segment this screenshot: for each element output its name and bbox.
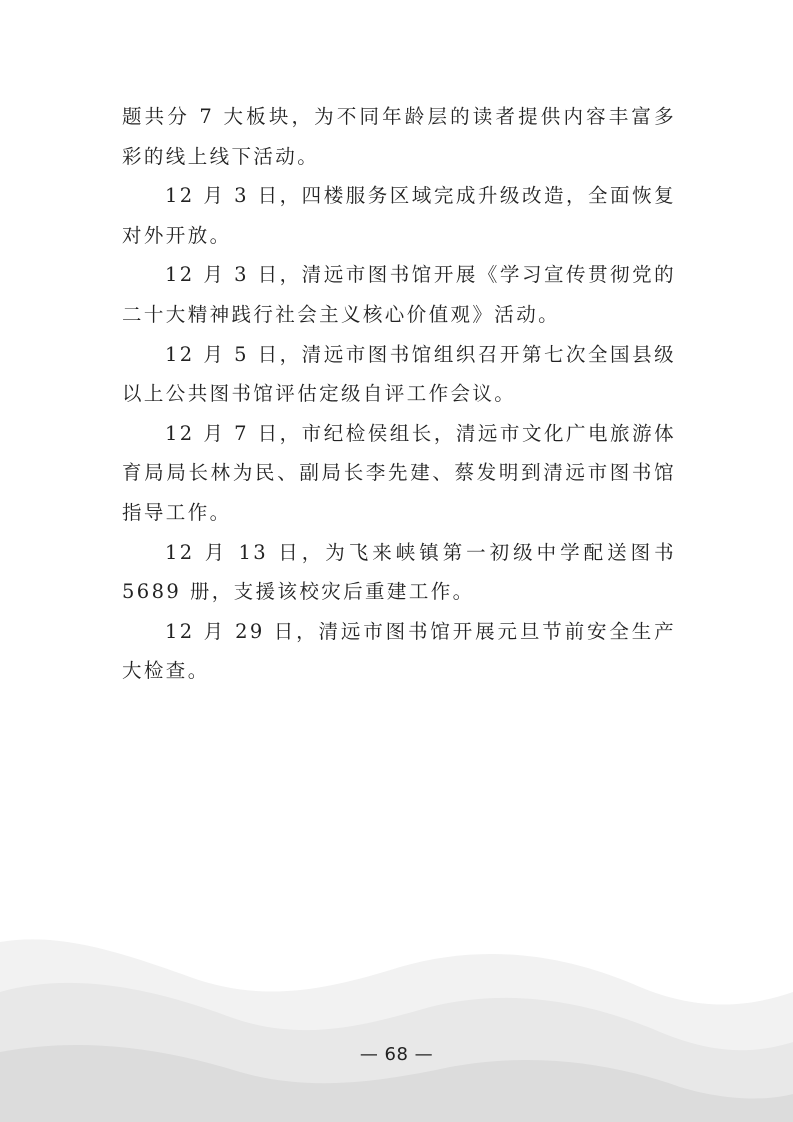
paragraph-7: 12 月 29 日，清远市图书馆开展元旦节前安全生产大检查。 xyxy=(122,619,676,683)
paragraph-3: 12 月 3 日，清远市图书馆开展《学习宣传贯彻党的二十大精神践行社会主义核心价值观》活动。 xyxy=(122,263,676,326)
page-number: — 68 — xyxy=(359,1044,434,1065)
decorative-wave-footer xyxy=(0,932,793,1122)
paragraph-4: 12 月 5 日，清远市图书馆组织召开第七次全国县级以上公共图书馆评估定级自评工作会议。 xyxy=(122,342,676,406)
paragraph-1: 题共分 7 大板块，为不同年龄层的读者提供内容丰富多彩的线上线下活动。 xyxy=(122,105,676,168)
paragraph-2: 12 月 3 日，四楼服务区域完成升级改造，全面恢复对外开放。 xyxy=(122,184,676,247)
paragraph-5: 12 月 7 日，市纪检侯组长，清远市文化广电旅游体育局局长林为民、副局长李先建、蔡发明到清远市图书馆指导工作。 xyxy=(122,421,676,524)
paragraph-6: 12 月 13 日，为飞来峡镇第一初级中学配送图书 5689 册，支援该校灾后重建工作。 xyxy=(122,540,676,604)
body-text xyxy=(122,97,676,691)
